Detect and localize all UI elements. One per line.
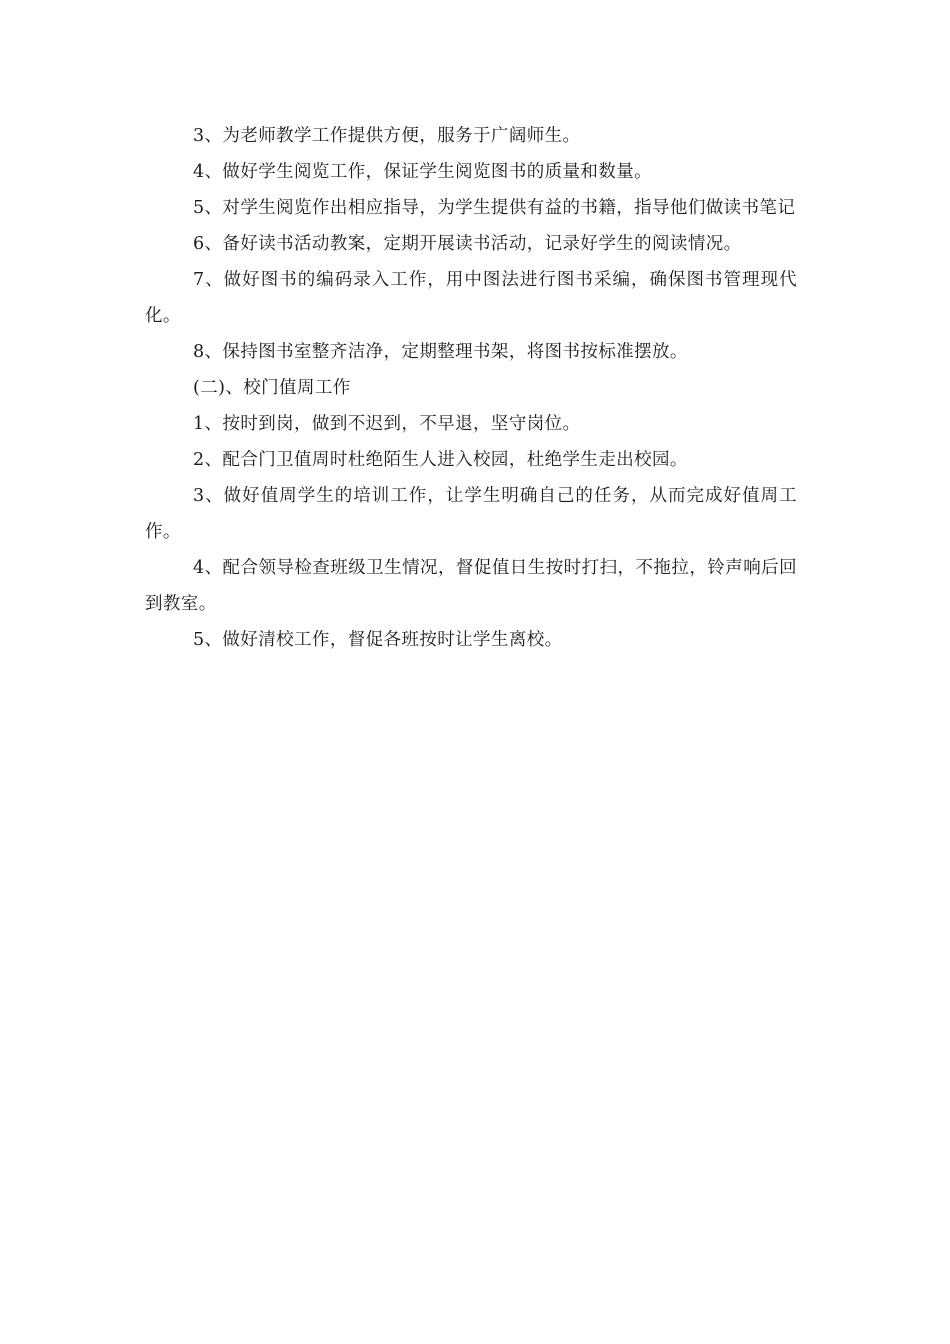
list-item-duty-5: 5、做好清校工作，督促各班按时让学生离校。	[193, 630, 563, 650]
list-item-library-8: 8、保持图书室整齐洁净，定期整理书架，将图书按标准摆放。	[193, 342, 688, 362]
list-item-library-3: 3、为老师教学工作提供方便，服务于广阔师生。	[193, 126, 581, 146]
list-item-duty-3: 3、做好值周学生的培训工作，让学生明确自己的任务，从而完成好值周工作。	[145, 486, 797, 542]
list-item-library-5: 5、对学生阅览作出相应指导，为学生提供有益的书籍，指导他们做读书笔记	[193, 198, 796, 218]
list-item-library-7: 7、做好图书的编码录入工作，用中图法进行图书采编，确保图书管理现代化。	[145, 270, 797, 326]
list-item-duty-1: 1、按时到岗，做到不迟到，不早退，坚守岗位。	[193, 414, 581, 434]
section-heading-gate-duty: (二)、校门值周工作	[193, 378, 351, 398]
document-body	[145, 118, 797, 658]
list-item-library-6: 6、备好读书活动教案，定期开展读书活动，记录好学生的阅读情况。	[193, 234, 742, 254]
list-item-duty-4: 4、配合领导检查班级卫生情况，督促值日生按时打扫，不拖拉，铃声响后回到教室。	[145, 558, 797, 614]
list-item-duty-2: 2、配合门卫值周时杜绝陌生人进入校园，杜绝学生走出校园。	[193, 450, 688, 470]
list-item-library-4: 4、做好学生阅览工作，保证学生阅览图书的质量和数量。	[193, 162, 653, 182]
